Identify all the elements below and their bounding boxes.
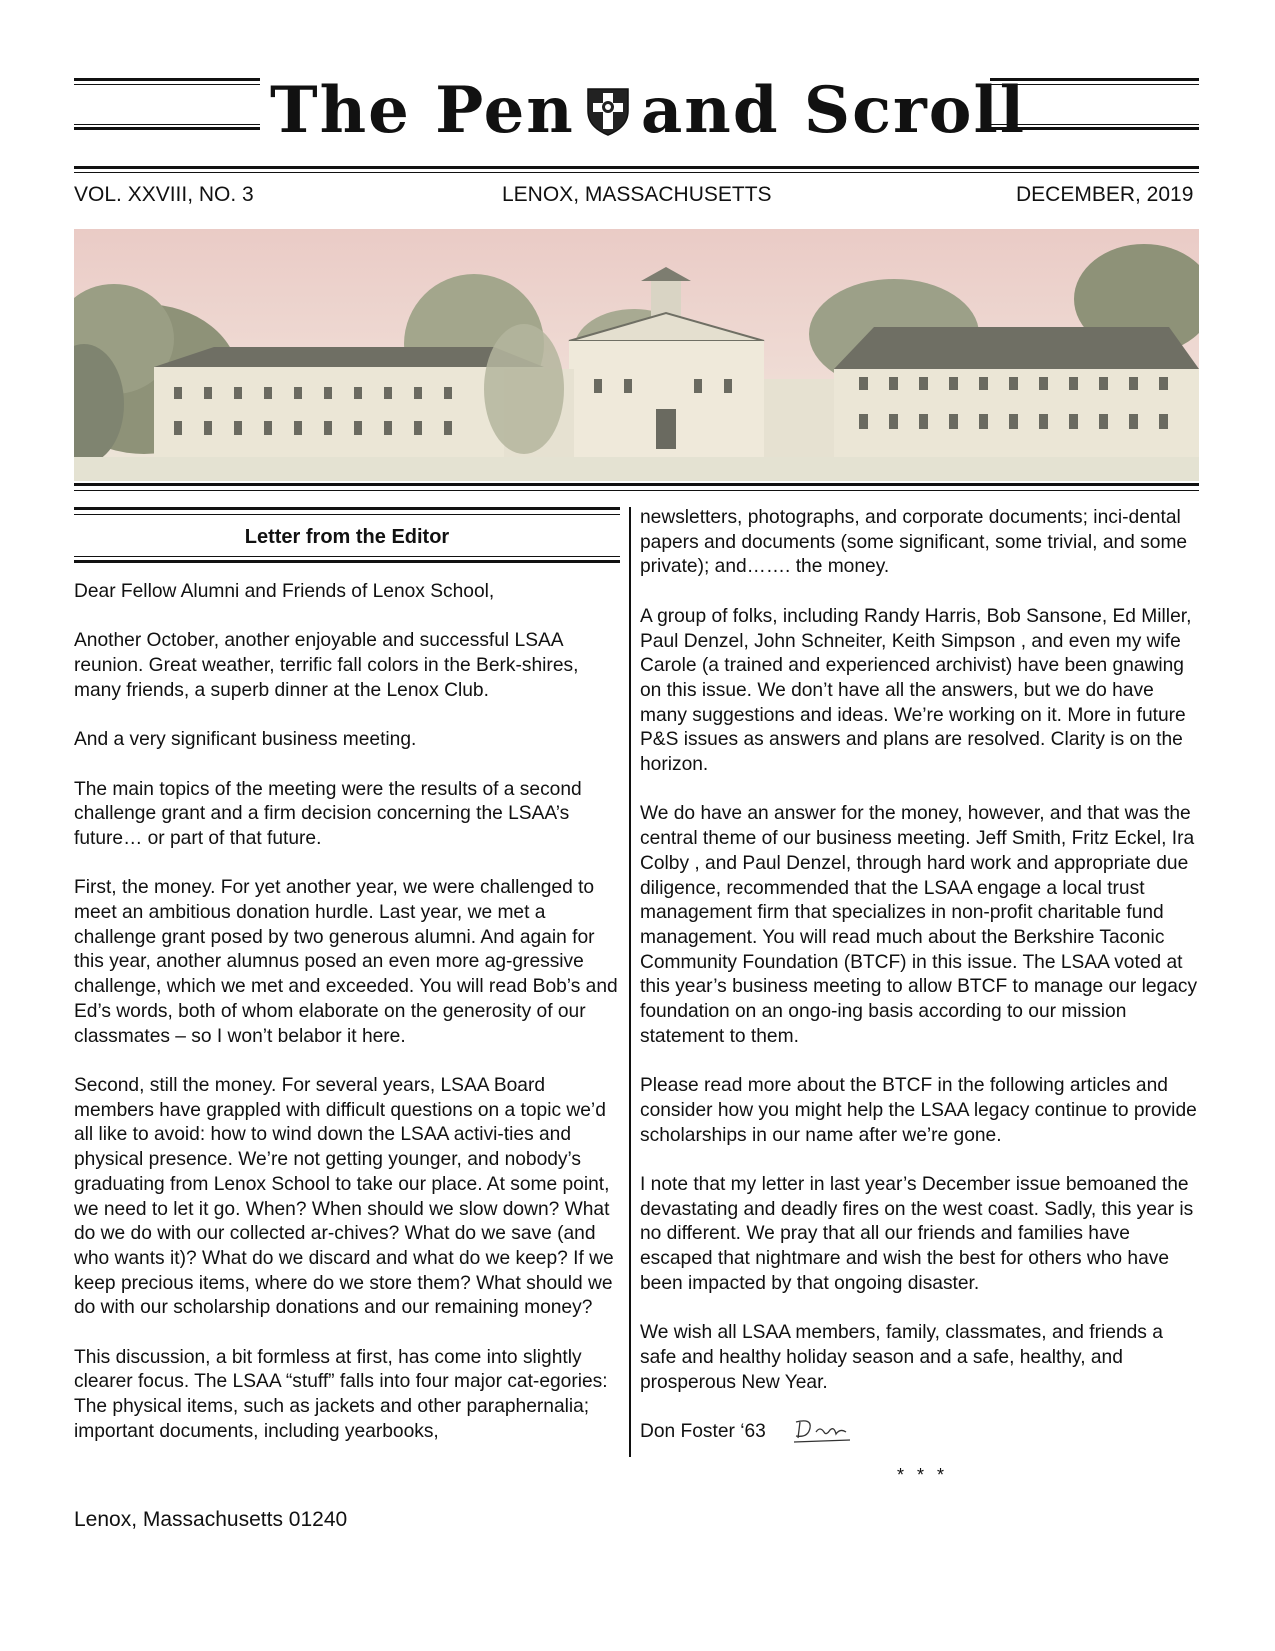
heading-rule-bottom — [74, 560, 620, 563]
paragraph: A group of folks, including Randy Harris, Bob Sansone, Ed Miller, Paul Denzel, John Schneiter, Keith Simpson , and even my wife Carole (a trained and experienced archivist) have been gnawing on this issue. We don’t have all the answers, but we do have many suggestions and ideas. We’re working on it. More in future P&S issues as answers and plans are resolved. Clarity is on the horizon. — [640, 605, 1192, 776]
heading-rule-top-thin — [74, 514, 620, 515]
dateline-volume: VOL. XXVIII, NO. 3 — [74, 183, 254, 206]
paragraph: This discussion, a bit formless at first, has come into slightly clearer focus. The LSAA “stuff” falls into four major cat-egories: The physical items, such as jackets and other paraphernalia; important documents, including yearbooks, — [74, 1346, 608, 1442]
article-left-column — [74, 580, 622, 1445]
masthead-title-right: and Scroll — [640, 73, 1027, 148]
paragraph: Another October, another enjoyable and successful LSAA reunion. Great weather, terrific fall colors in the Berk-shires, many friends, a superb dinner at the Lenox Club. — [74, 630, 579, 701]
heading-rule-top — [74, 507, 620, 510]
paragraph: Please read more about the BTCF in the following articles and consider how you might help the LSAA legacy continue to provide scholarships in our name after we’re gone. — [640, 1075, 1197, 1146]
illustration-bottom-rule-thin — [74, 490, 1199, 491]
school-campus-illustration — [74, 229, 1199, 481]
column-divider — [629, 507, 631, 1457]
signature-line — [640, 1420, 1198, 1450]
paragraph: First, the money. For yet another year, we were challenged to meet an ambitious donation hurdle. Last year, we met a challenge grant posed by two generous alumni. And again for this year, another alumnus posed an even more ag-gressive challenge, which we met and exceeded. You will read Bob’s and Ed’s words, both of whom elaborate on the generosity of our classmates – so I won’t belabor it here. — [74, 877, 618, 1047]
signature-name: Don Foster ‘63 — [640, 1420, 766, 1442]
masthead-bottom-rule-thin — [74, 172, 1199, 173]
heading-rule-bottom-thin — [74, 556, 620, 557]
masthead-rule-left — [74, 78, 260, 134]
paragraph: We do have an answer for the money, however, and that was the central theme of our business meeting. Jeff Smith, Fritz Eckel, Ira Colby , and Paul Denzel, through hard work and appropriate due diligence, recommended that the LSAA engage a local trust management firm that specializes in non-profit charitable fund management. You will read much about the Berkshire Taconic Community Foundation (BTCF) in this issue. The LSAA voted at this year’s business meeting to allow BTCF to manage our legacy foundation on an ongo-ing basis according to our mission statement to them. — [640, 803, 1198, 1047]
paragraph: And a very significant business meeting. — [74, 729, 417, 751]
paragraph: Second, still the money. For several years, LSAA Board members have grappled with difficult questions on a topic we’d all like to avoid: how to wind down the LSAA activi-ties and physical presence. We’re not getting younger, and nobody’s graduating from Lenox School to take our place. At some point, we need to let it go. When? When should we slow down? What do we do with our collected ar-chives? What do we save (and who wants it)? What do we discard and what do we keep? If we keep precious items, where do we store them? What should we do with our scholarship donations and our remaining money? — [74, 1074, 614, 1319]
handwritten-signature — [790, 1414, 860, 1454]
masthead-title — [270, 66, 1027, 156]
end-mark: * * * — [897, 1465, 949, 1485]
masthead-title-left: The Pen — [270, 73, 575, 148]
footer-address: Lenox, Massachusetts 01240 — [74, 1508, 348, 1531]
crest-icon — [585, 71, 631, 161]
paragraph: newsletters, photographs, and corporate documents; inci-dental papers and documents (some significant, some trivial, and some private); and……. the money. — [640, 507, 1188, 578]
paragraph: We wish all LSAA members, family, classmates, and friends a safe and healthy holiday season and a safe, healthy, and prosperous New Year. — [640, 1322, 1163, 1393]
dateline-place: LENOX, MASSACHUSETTS — [502, 183, 772, 206]
paragraph: The main topics of the meeting were the results of a second challenge grant and a firm decision concerning the LSAA’s future… or part of that future. — [74, 778, 582, 849]
dateline-date: DECEMBER, 2019 — [1016, 183, 1194, 206]
paragraph: Dear Fellow Alumni and Friends of Lenox School, — [74, 581, 495, 602]
illustration-bottom-rule — [74, 483, 1199, 486]
article-heading: Letter from the Editor — [244, 526, 450, 548]
masthead-bottom-rule — [74, 166, 1199, 169]
article-right-column — [640, 506, 1198, 1450]
paragraph: I note that my letter in last year’s December issue bemoaned the devastating and deadly fires on the west coast. Sadly, this year is no different. We pray that all our friends and families have escaped that nightmare and wish the best for others who have been impacted by that ongoing disaster. — [640, 1173, 1194, 1294]
